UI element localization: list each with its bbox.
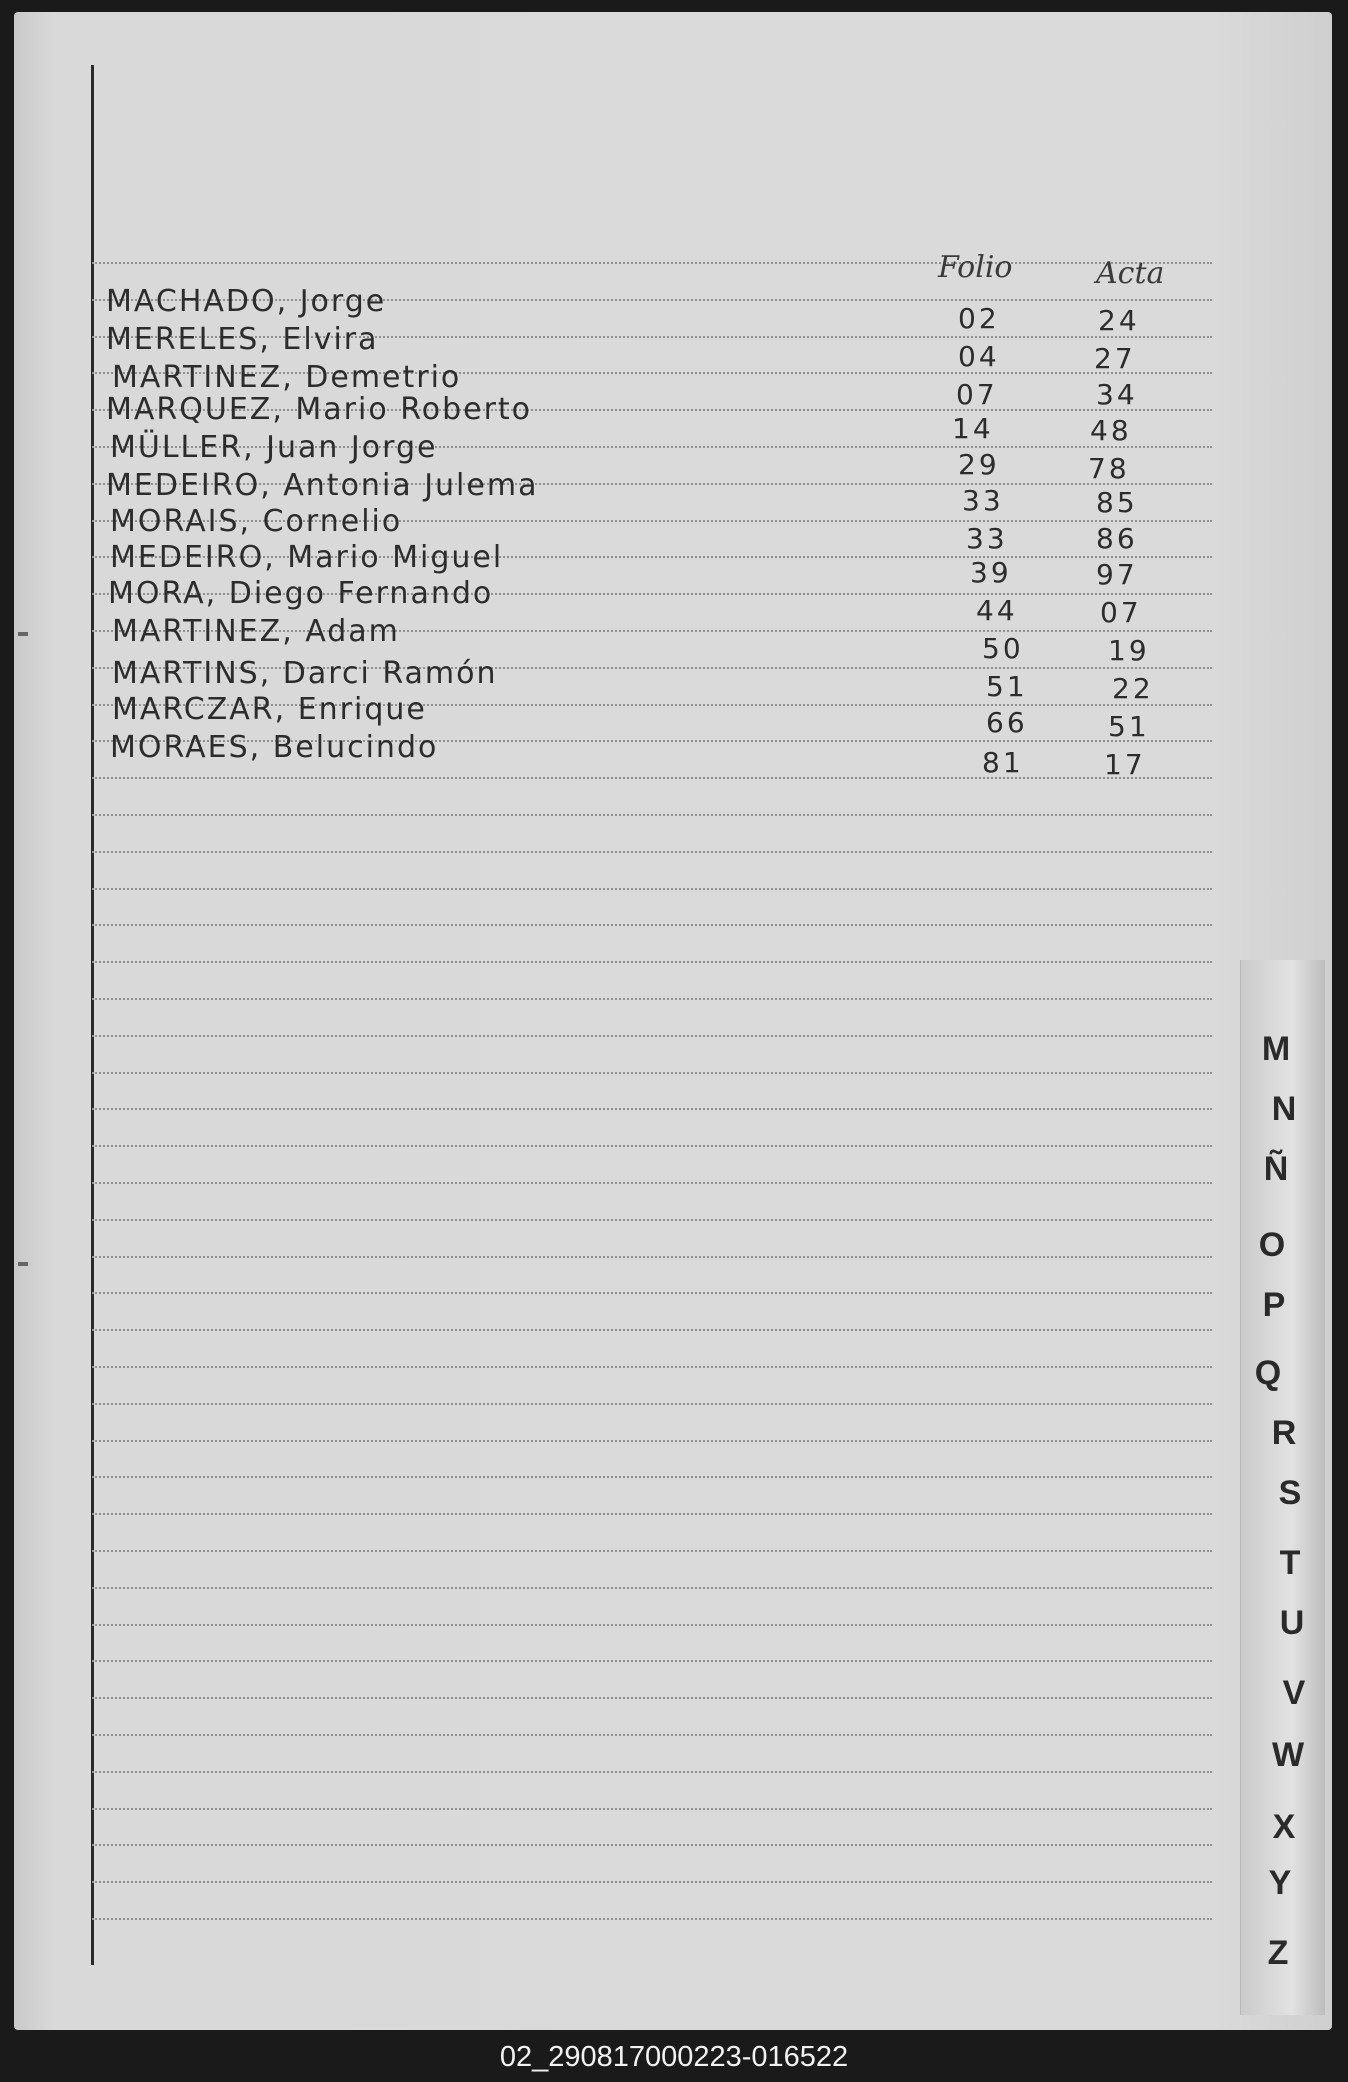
- index-tab-n[interactable]: N: [1271, 1090, 1297, 1128]
- folio-header: Folio: [938, 250, 1013, 285]
- index-tab-m[interactable]: M: [1261, 1030, 1291, 1068]
- image-id-caption: 02_290817000223-016522: [499, 2041, 849, 2073]
- entry-acta: 34: [1096, 378, 1138, 411]
- ruled-line: [92, 777, 1212, 779]
- entry-acta: 22: [1112, 672, 1154, 705]
- index-tab-x[interactable]: X: [1272, 1808, 1296, 1846]
- ruled-line: [92, 1292, 1212, 1294]
- ruled-line: [92, 888, 1212, 890]
- entry-folio: 66: [986, 706, 1028, 739]
- index-tab-o[interactable]: O: [1258, 1226, 1286, 1264]
- ruled-line: [92, 1366, 1212, 1368]
- entry-folio: 44: [976, 594, 1018, 627]
- index-tab-p[interactable]: P: [1262, 1286, 1286, 1324]
- ruled-line: [92, 1844, 1212, 1846]
- entry-folio: 07: [956, 378, 998, 411]
- ruled-line: [92, 1476, 1212, 1478]
- ruled-line: [92, 1513, 1212, 1515]
- entry-name: MORAES, Belucindo: [110, 730, 439, 765]
- ruled-line: [92, 961, 1212, 963]
- entry-folio: 51: [986, 670, 1028, 703]
- entry-folio: 33: [962, 484, 1004, 517]
- entry-acta: 85: [1096, 486, 1138, 519]
- ruled-line: [92, 1256, 1212, 1258]
- ruled-line: [92, 1329, 1212, 1331]
- entry-name: MORA, Diego Fernando: [108, 576, 494, 611]
- ruled-line: [92, 1918, 1212, 1920]
- ruled-line: [92, 1660, 1212, 1662]
- entry-name: MÜLLER, Juan Jorge: [110, 430, 438, 465]
- entry-name: MARTINS, Darci Ramón: [112, 656, 498, 691]
- ruled-line: [92, 1108, 1212, 1110]
- ruled-line: [92, 1624, 1212, 1626]
- ruled-line: [92, 1550, 1212, 1552]
- entry-acta: 97: [1096, 558, 1138, 591]
- ruled-line: [92, 851, 1212, 853]
- entry-acta: 27: [1094, 342, 1136, 375]
- entry-folio: 14: [952, 412, 994, 445]
- entry-name: MEDEIRO, Antonia Julema: [106, 468, 539, 503]
- index-tab-w[interactable]: W: [1271, 1736, 1305, 1774]
- index-tab-y[interactable]: Y: [1268, 1864, 1292, 1902]
- entry-acta: 51: [1108, 710, 1150, 743]
- index-tab-enye[interactable]: Ñ: [1263, 1150, 1289, 1188]
- entry-folio: 04: [958, 340, 1000, 373]
- staple-mark: [18, 632, 28, 636]
- entry-acta: 48: [1090, 414, 1132, 447]
- entry-folio: 81: [982, 746, 1024, 779]
- entry-folio: 50: [982, 632, 1024, 665]
- acta-header: Acta: [1096, 256, 1165, 291]
- entry-name: MARQUEZ, Mario Roberto: [106, 392, 533, 427]
- entry-folio: 39: [970, 556, 1012, 589]
- entry-folio: 33: [966, 522, 1008, 555]
- entry-name: MEDEIRO, Mario Miguel: [110, 540, 504, 575]
- ruled-line: [92, 1182, 1212, 1184]
- entry-name: MACHADO, Jorge: [106, 284, 387, 319]
- ruled-line: [92, 1219, 1212, 1221]
- entry-name: MARCZAR, Enrique: [112, 692, 427, 727]
- index-tab-z[interactable]: Z: [1267, 1934, 1289, 1972]
- ruled-line: [92, 998, 1212, 1000]
- entry-name: MORAIS, Cornelio: [110, 504, 403, 539]
- index-tab-s[interactable]: S: [1278, 1474, 1302, 1512]
- ruled-line: [92, 1035, 1212, 1037]
- index-tab-v[interactable]: V: [1282, 1674, 1306, 1712]
- entry-acta: 17: [1104, 748, 1146, 781]
- ruled-line: [92, 1808, 1212, 1810]
- ruled-line: [92, 1734, 1212, 1736]
- ruled-line: [92, 924, 1212, 926]
- index-tab-r[interactable]: R: [1271, 1414, 1297, 1452]
- ruled-line: [92, 1587, 1212, 1589]
- ruled-line: [92, 1881, 1212, 1883]
- ruled-line: [92, 1440, 1212, 1442]
- entry-name: MARTINEZ, Demetrio: [112, 360, 462, 395]
- index-tab-u[interactable]: U: [1279, 1604, 1305, 1642]
- ruled-line: [92, 1771, 1212, 1773]
- index-tab-t[interactable]: T: [1279, 1544, 1301, 1582]
- ruled-line: [92, 1145, 1212, 1147]
- entry-name: MERELES, Elvira: [106, 322, 379, 357]
- entry-name: MARTINEZ, Adam: [112, 614, 400, 649]
- entry-acta: 19: [1108, 634, 1150, 667]
- ruled-line: [92, 1072, 1212, 1074]
- entry-acta: 78: [1088, 452, 1130, 485]
- entry-acta: 07: [1100, 596, 1142, 629]
- entry-folio: 29: [958, 448, 1000, 481]
- index-tab-q[interactable]: Q: [1254, 1354, 1282, 1392]
- staple-mark: [18, 1262, 28, 1266]
- ruled-line: [92, 1403, 1212, 1405]
- ruled-line: [92, 814, 1212, 816]
- ruled-line: [92, 262, 1212, 264]
- entry-acta: 24: [1098, 304, 1140, 337]
- entry-acta: 86: [1096, 522, 1138, 555]
- ruled-line: [92, 1697, 1212, 1699]
- entry-folio: 02: [958, 302, 1000, 335]
